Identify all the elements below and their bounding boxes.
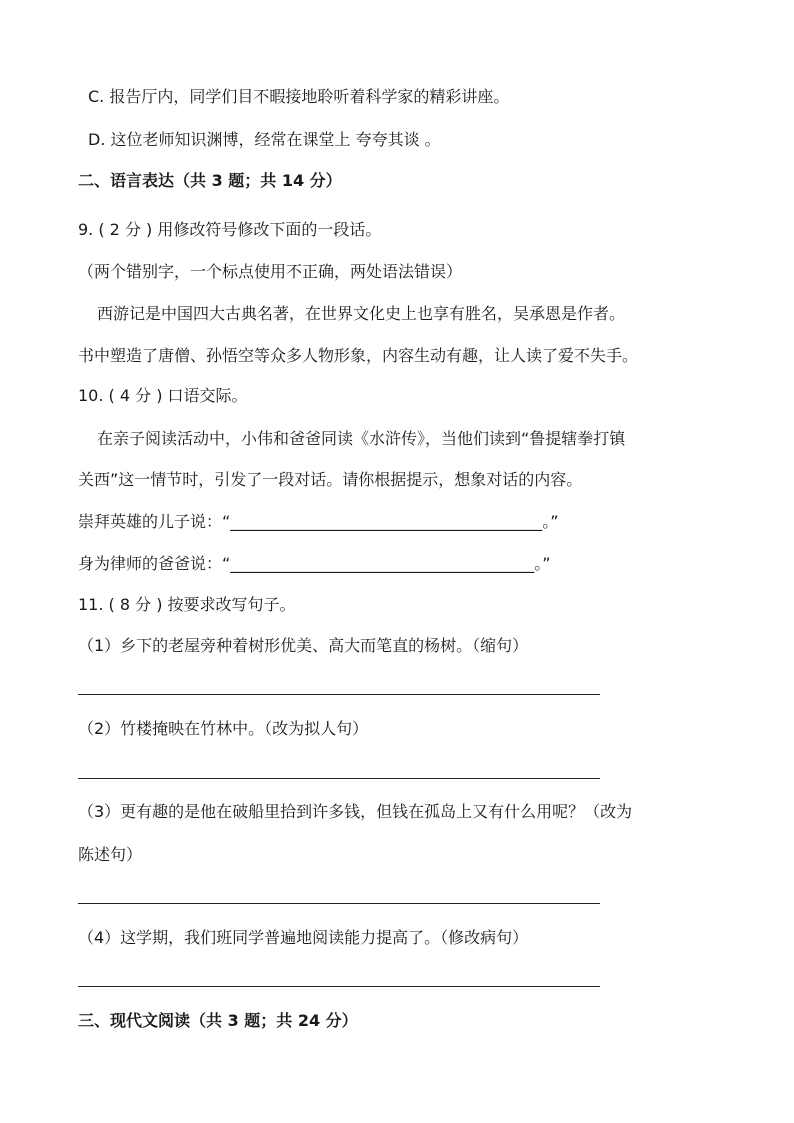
option-c: C. 报告厅内，同学们目不暇接地聆听着科学家的精彩讲座。 bbox=[88, 87, 510, 106]
question-9-stem: 9. ( 2 分 ) 用修改符号修改下面的一段话。 bbox=[78, 220, 382, 239]
question-9-passage-line-2: 书中塑造了唐僧、孙悟空等众多人物形象，内容生动有趣，让人读了爱不失手。 bbox=[78, 346, 639, 365]
question-11-item-1: （1）乡下的老屋旁种着树形优美、高大而笔直的杨树。（缩句） bbox=[78, 636, 529, 655]
question-10-father-dialogue: 身为律师的爸爸说：“______________________________________。” bbox=[78, 554, 551, 573]
answer-line-1 bbox=[78, 694, 600, 695]
answer-line-4 bbox=[78, 986, 600, 987]
answer-line-2 bbox=[78, 778, 600, 779]
question-11-stem: 11. ( 8 分 ) 按要求改写句子。 bbox=[78, 595, 296, 614]
question-10-passage-line-1: 在亲子阅读活动中，小伟和爸爸同读《水浒传》，当他们读到“鲁提辖拳打镇 bbox=[97, 429, 626, 448]
question-11-item-2: （2）竹楼掩映在竹林中。（改为拟人句） bbox=[78, 719, 369, 738]
section-heading-language-expression: 二、语言表达（共 3 题；共 14 分） bbox=[78, 171, 342, 190]
question-10-son-dialogue: 崇拜英雄的儿子说：“_______________________________________。” bbox=[78, 512, 559, 531]
question-9-passage-line-1: 西游记是中国四大古典名著，在世界文化史上也享有胜名，吴承恩是作者。 bbox=[97, 304, 626, 323]
question-11-item-3-line-2: 陈述句） bbox=[78, 845, 143, 864]
question-10-stem: 10. ( 4 分 ) 口语交际。 bbox=[78, 386, 248, 405]
question-10-passage-line-2: 关西”这一情节时，引发了一段对话。请你根据提示，想象对话的内容。 bbox=[78, 470, 583, 489]
question-11-item-3-line-1: （3）更有趣的是他在破船里拾到许多钱，但钱在孤岛上又有什么用呢？（改为 bbox=[78, 802, 633, 821]
option-d: D. 这位老师知识渊博，经常在课堂上 夸夸其谈 。 bbox=[88, 130, 441, 149]
question-11-item-4: （4）这学期，我们班同学普遍地阅读能力提高了。（修改病句） bbox=[78, 928, 529, 947]
section-heading-modern-reading: 三、现代文阅读（共 3 题；共 24 分） bbox=[78, 1011, 358, 1030]
answer-line-3 bbox=[78, 903, 600, 904]
question-9-note: （两个错别字，一个标点使用不正确，两处语法错误） bbox=[78, 262, 463, 281]
